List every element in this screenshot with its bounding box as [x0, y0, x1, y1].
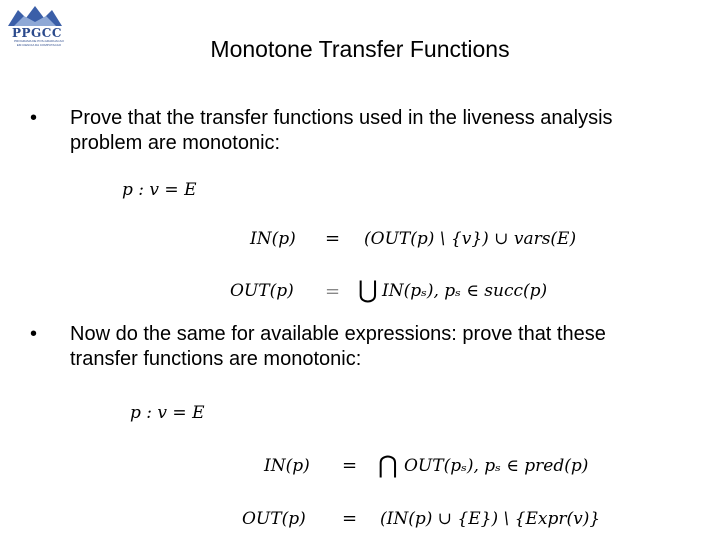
bullet-available-expressions — [30, 322, 670, 374]
bullet-text: Prove that the transfer functions used in the liveness analysis problem are monotonic: — [70, 107, 613, 154]
available-in-rhs: OUT(pₛ), pₛ ∈ pred(p) — [404, 456, 589, 476]
available-in-lhs: IN(p) — [264, 456, 310, 476]
liveness-out-rhs: IN(pₛ), pₛ ∈ succ(p) — [382, 281, 548, 301]
bullet-text: Now do the same for available expressions: prove that these transfer functions are monotonic: — [70, 323, 606, 370]
available-statement: p : v = E — [130, 403, 205, 423]
logo-emblem-icon — [4, 4, 66, 28]
bullet-marker: • — [30, 323, 38, 345]
liveness-out-lhs: OUT(p) — [230, 281, 294, 301]
available-out-equals: = — [342, 508, 358, 529]
slide-title: Monotone Transfer Functions — [210, 36, 510, 62]
bullet-marker: • — [30, 107, 38, 129]
available-out-rhs: (IN(p) ∪ {E}) \ {Expr(v)} — [380, 509, 601, 529]
available-in-intersection-operator: ⋂ — [378, 451, 398, 479]
liveness-statement: p : v = E — [122, 180, 197, 200]
logo-name: PPGCC — [12, 26, 62, 40]
logo-subtitle: PROGRAMA DE POS-GRADUACAO EM CIENCIA DA COMPUTACAO — [14, 39, 64, 47]
liveness-in-rhs: (OUT(p) \ {v}) ∪ vars(E) — [364, 229, 577, 249]
liveness-out-union-operator: ⋃ — [358, 276, 378, 304]
available-out-lhs: OUT(p) — [242, 509, 306, 529]
liveness-in-equals: = — [325, 228, 341, 249]
liveness-in-lhs: IN(p) — [250, 229, 296, 249]
available-in-equals: = — [342, 455, 358, 476]
liveness-out-equals: = — [325, 281, 341, 302]
bullet-liveness — [30, 106, 670, 158]
